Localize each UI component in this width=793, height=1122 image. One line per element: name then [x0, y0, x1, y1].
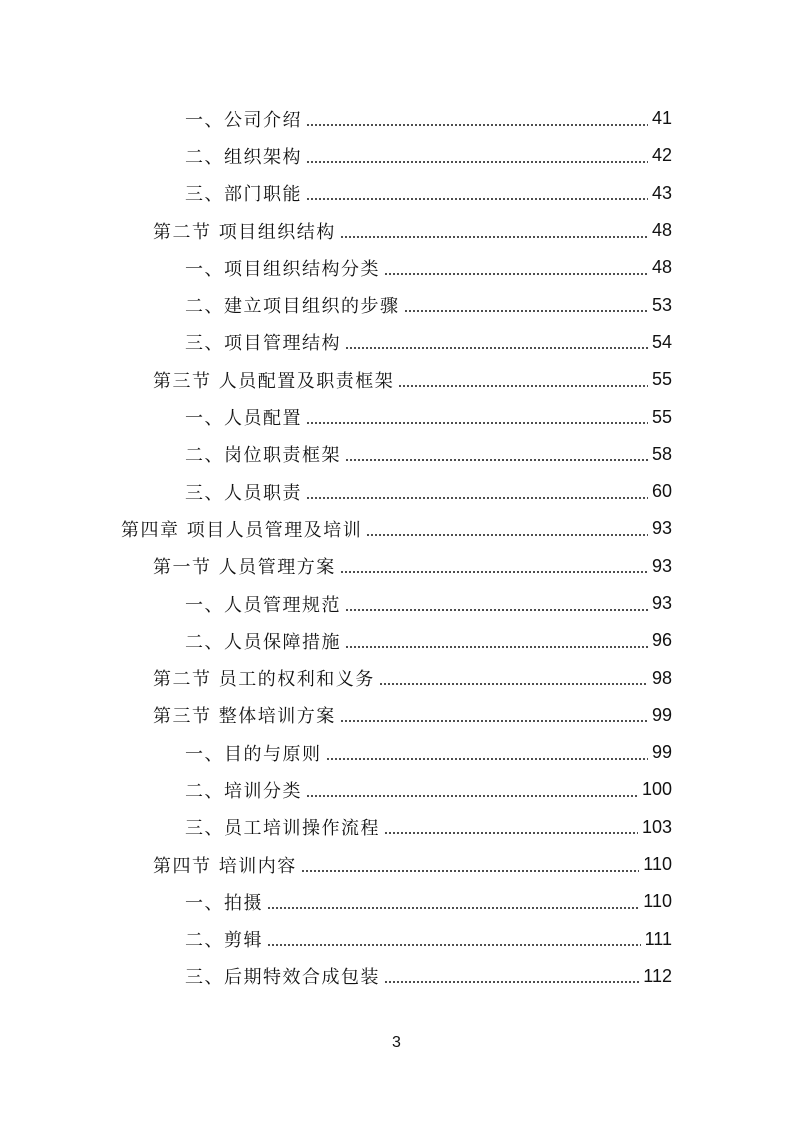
toc-entry-page: 43	[651, 182, 672, 203]
toc-dot-leader	[267, 944, 641, 946]
toc-entry-title: 三、部门职能	[185, 184, 302, 206]
toc-entry[interactable]	[0, 361, 793, 398]
toc-entry-page: 55	[651, 369, 672, 390]
toc-entry-title: 二、组织架构	[185, 146, 302, 168]
toc-entry-page: 110	[643, 854, 672, 875]
toc-entry-page: 100	[641, 779, 672, 800]
toc-entry-title: 一、公司介绍	[185, 109, 302, 131]
toc-entry-title: 二、培训分类	[185, 780, 302, 802]
toc-dot-leader	[340, 236, 648, 238]
toc-entry-title: 二、建立项目组织的步骤	[185, 296, 400, 318]
toc-dot-leader	[398, 385, 648, 387]
toc-entry-title: 三、员工培训操作流程	[185, 818, 380, 840]
toc-dot-leader	[306, 497, 648, 499]
toc-entry-page: 111	[644, 928, 672, 949]
toc-entry-title: 一、目的与原则	[185, 743, 322, 765]
toc-entry-page: 48	[651, 257, 672, 278]
toc-dot-leader	[345, 646, 648, 648]
toc-entry-page: 98	[651, 667, 672, 688]
toc-entry-page: 99	[651, 742, 672, 763]
toc-entry-title: 第四章 项目人员管理及培训	[121, 519, 363, 541]
toc-entry-title: 第三节 整体培训方案	[153, 706, 336, 728]
toc-entry-page: 93	[651, 555, 672, 576]
toc-entry[interactable]	[0, 734, 793, 771]
toc-entry[interactable]	[0, 398, 793, 435]
toc-entry[interactable]	[0, 436, 793, 473]
toc-dot-leader	[306, 124, 648, 126]
toc-entry[interactable]	[0, 548, 793, 585]
toc-entry[interactable]	[0, 175, 793, 212]
toc-entry[interactable]	[0, 958, 793, 995]
toc-entry-title: 一、项目组织结构分类	[185, 258, 380, 280]
toc-dot-leader	[340, 571, 648, 573]
toc-entry-page: 53	[651, 294, 672, 315]
toc-entry[interactable]	[0, 473, 793, 510]
toc-dot-leader	[326, 758, 648, 760]
toc-entry-title: 第四节 培训内容	[153, 855, 297, 877]
toc-entry-title: 第三节 人员配置及职责框架	[153, 370, 395, 392]
toc-dot-leader	[306, 422, 648, 424]
toc-dot-leader	[404, 310, 648, 312]
toc-entry-title: 二、岗位职责框架	[185, 445, 341, 467]
toc-entry-page: 54	[651, 331, 672, 352]
toc-entry-title: 第二节 项目组织结构	[153, 221, 336, 243]
toc-entry-page: 41	[651, 108, 672, 129]
toc-entry[interactable]	[0, 846, 793, 883]
toc-entry-title: 一、人员配置	[185, 408, 302, 430]
toc-dot-leader	[345, 609, 648, 611]
toc-entry-page: 93	[651, 593, 672, 613]
toc-dot-leader	[384, 273, 648, 275]
toc-dot-leader	[366, 534, 648, 536]
toc-entry[interactable]	[0, 622, 793, 659]
toc-dot-leader	[379, 683, 648, 685]
toc-dot-leader	[345, 347, 648, 349]
toc-entry[interactable]	[0, 585, 793, 622]
toc-dot-leader	[267, 907, 639, 909]
toc-entry-title: 二、剪辑	[185, 930, 263, 952]
toc-entry-title: 第一节 人员管理方案	[153, 557, 336, 579]
toc-entry-page: 103	[641, 816, 672, 837]
toc-entry[interactable]	[0, 286, 793, 323]
toc-entry-page: 99	[651, 704, 672, 725]
toc-dot-leader	[384, 981, 639, 983]
toc-entry[interactable]	[0, 249, 793, 286]
toc-entry-page: 48	[651, 220, 672, 241]
toc-dot-leader	[306, 161, 648, 163]
toc-entry[interactable]	[0, 324, 793, 361]
toc-entry-title: 一、拍摄	[185, 892, 263, 914]
toc-entry-page: 93	[651, 518, 672, 539]
toc-entry[interactable]	[0, 883, 793, 920]
page-number: 3	[392, 1034, 401, 1051]
toc-entry[interactable]	[0, 697, 793, 734]
toc-entry-title: 一、人员管理规范	[185, 594, 341, 616]
toc-entry-page: 60	[651, 481, 672, 502]
toc-entry-title: 三、人员职责	[185, 482, 302, 504]
toc-entry-title: 三、后期特效合成包装	[185, 967, 380, 989]
toc-entry-page: 55	[651, 406, 672, 427]
toc-entry-page: 96	[651, 630, 672, 651]
toc-entry[interactable]	[0, 212, 793, 249]
toc-dot-leader	[301, 870, 640, 872]
toc-entry-page: 110	[643, 891, 672, 912]
toc-entry-title: 二、人员保障措施	[185, 631, 341, 653]
toc-entry-page: 42	[651, 145, 672, 166]
toc-entry[interactable]	[0, 659, 793, 696]
toc-entry[interactable]	[0, 771, 793, 808]
toc-entry-page: 58	[651, 443, 672, 464]
toc-entry-title: 三、项目管理结构	[185, 333, 341, 355]
toc-entry-title: 第二节 员工的权利和义务	[153, 669, 375, 691]
toc-entry[interactable]	[0, 137, 793, 174]
toc-dot-leader	[345, 459, 648, 461]
toc-entry[interactable]	[0, 100, 793, 137]
toc-dot-leader	[306, 198, 648, 200]
toc-entry[interactable]	[0, 921, 793, 958]
toc-dot-leader	[384, 832, 638, 834]
toc-dot-leader	[340, 720, 648, 722]
toc-entry[interactable]	[0, 809, 793, 846]
toc-entry[interactable]	[0, 510, 793, 547]
toc-entry-page: 112	[643, 965, 672, 986]
table-of-contents	[0, 100, 793, 995]
toc-dot-leader	[306, 795, 638, 797]
